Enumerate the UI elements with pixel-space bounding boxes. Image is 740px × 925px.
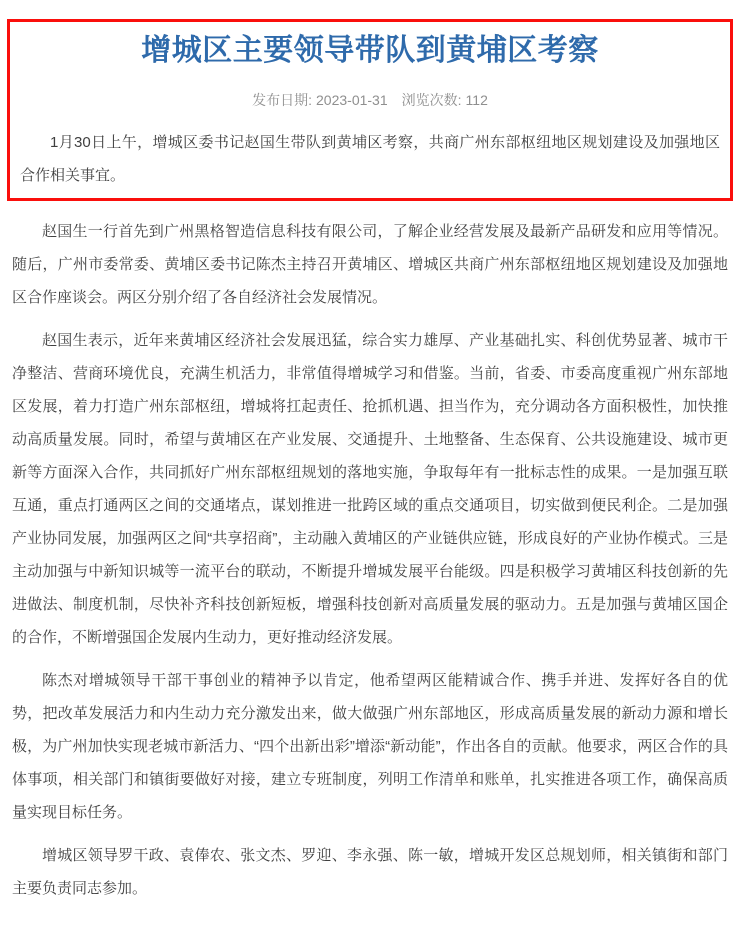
annotation-highlight-box: [7, 19, 733, 201]
body-paragraph: 赵国生表示，近年来黄埔区经济社会发展迅猛，综合实力雄厚、产业基础扎实、科创优势显著、城市干净整洁、营商环境优良，充满生机活力，非常值得增城学习和借鉴。当前，省委、市委高度重视广州东部地区发展，着力打造广州东部枢纽，增城将扛起责任、抢抓机遇、担当作为，充分调动各方面积极性，加快推动高质量发展。同时，希望与黄埔区在产业发展、交通提升、土地整备、生态保育、公共设施建设、城市更新等方面深入合作，共同抓好广州东部枢纽规划的落地实施，争取每年有一批标志性的成果。一是加强互联互通，重点打通两区之间的交通堵点，谋划推进一批跨区域的重点交通项目，切实做到便民利企。二是加强产业协同发展，加强两区之间“共享招商”，主动融入黄埔区的产业链供应链，形成良好的产业协作模式。三是主动加强与中新知识城等一流平台的联动，不断提升增城发展平台能级。四是积极学习黄埔区科技创新的先进做法、制度机制，尽快补齐科技创新短板，增强科技创新对高质量发展的驱动力。五是加强与黄埔区国企的合作，不断增强国企发展内生动力，更好推动经济发展。: [12, 332, 728, 646]
article-page: [0, 19, 740, 925]
views-count: 112: [465, 92, 488, 108]
article-body: [0, 201, 740, 925]
page-title: 增城区主要领导带队到黄埔区考察: [141, 34, 599, 67]
body-paragraph: 陈杰对增城领导干部干事创业的精神予以肯定，他希望两区能精诚合作、携手并进、发挥好各自的优势，把改革发展活力和内生动力充分激发出来，做大做强广州东部地区，形成高质量发展的新动力源和增长极，为广州加快实现老城市新活力、“四个出新出彩”增添“新动能”，作出各自的贡献。他要求，两区合作的具体事项，相关部门和镇街要做好对接，建立专班制度，列明工作清单和账单，扎实推进各项工作，确保高质量实现目标任务。: [12, 672, 728, 821]
article-meta: [12, 90, 728, 110]
body-paragraph: 增城区领导罗干政、袁俸农、张文杰、罗迎、李永强、陈一敏，增城开发区总规划师，相关镇街和部门主要负责同志参加。: [12, 847, 728, 897]
views-label: 浏览次数:: [401, 92, 462, 108]
body-paragraph: 赵国生一行首先到广州黑格智造信息科技有限公司，了解企业经营发展及最新产品研发和应用等情况。随后，广州市委常委、黄埔区委书记陈杰主持召开黄埔区、增城区共商广州东部枢纽地区规划建设及加强地区合作座谈会。两区分别介绍了各自经济社会发展情况。: [12, 223, 728, 306]
publish-date-label: 发布日期:: [252, 92, 313, 108]
highlighted-lead-paragraph: 1月30日上午，增城区委书记赵国生带队到黄埔区考察，共商广州东部枢纽地区规划建设及加强地区合作相关事宜。: [20, 134, 720, 184]
publish-date-value: 2023-01-31: [316, 92, 388, 108]
